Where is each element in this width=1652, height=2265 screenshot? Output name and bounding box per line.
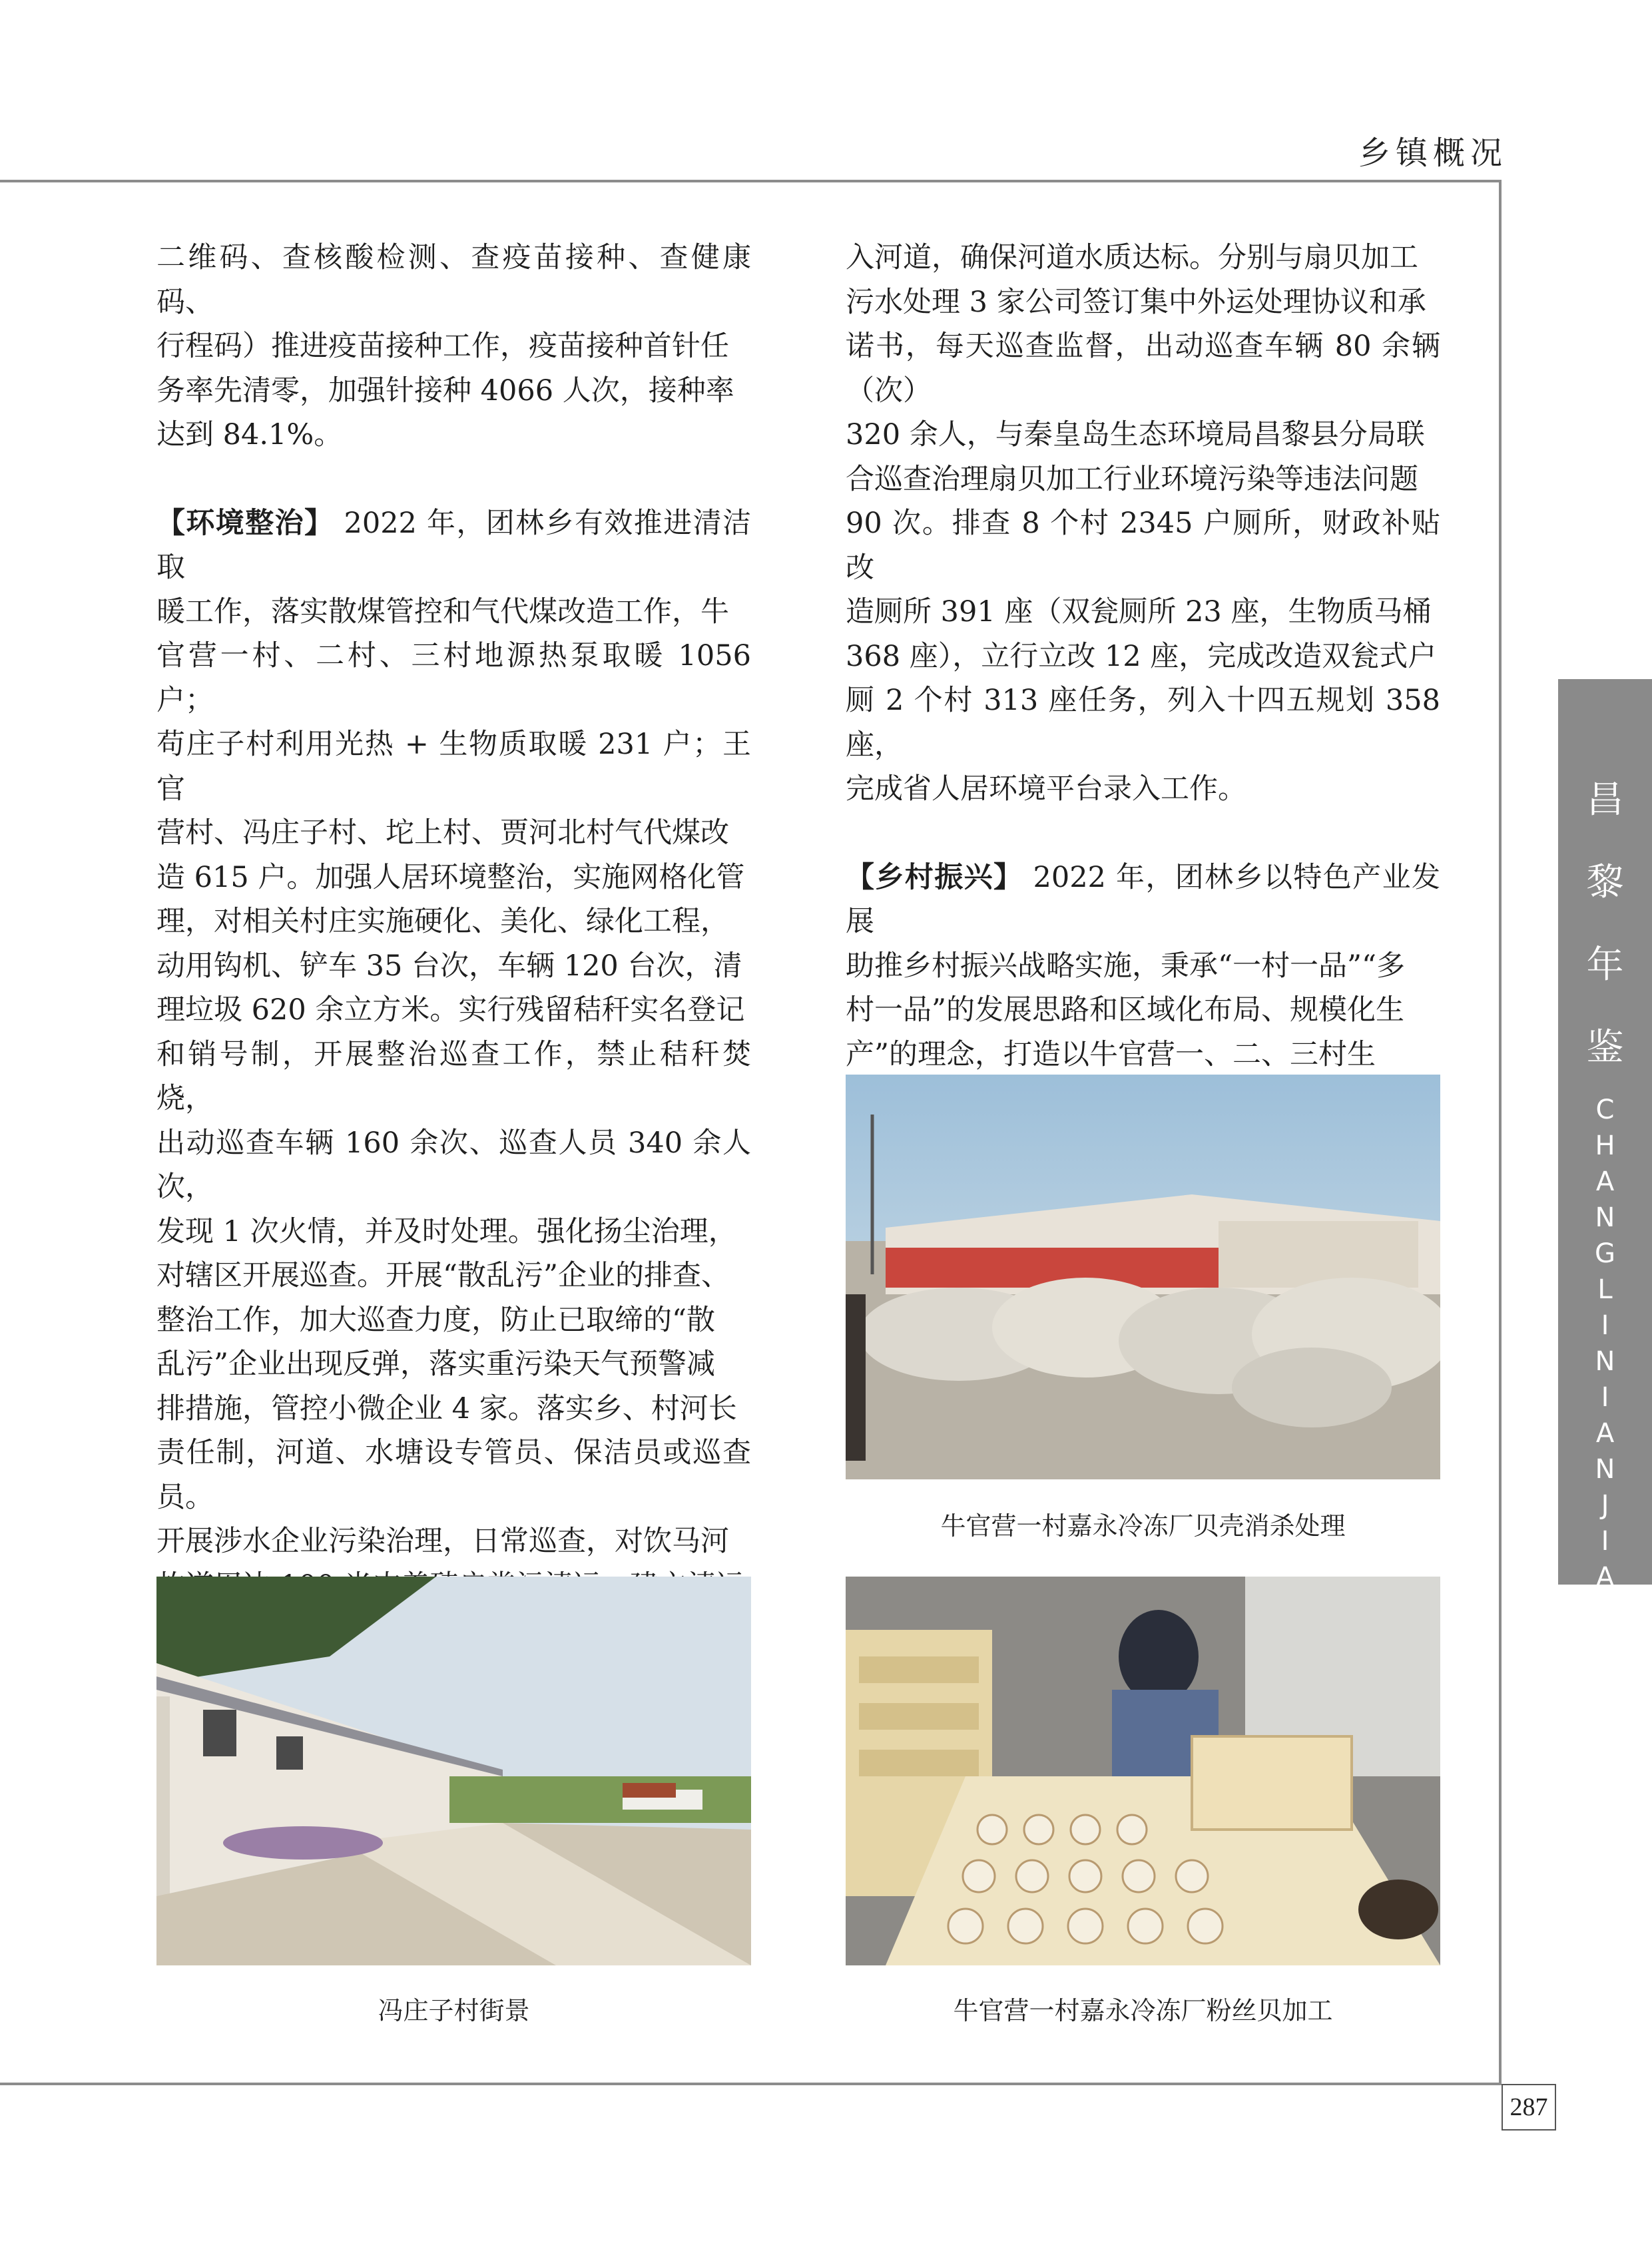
side-letter: N — [1595, 1454, 1615, 1485]
side-tab-pinyin-title — [1558, 1092, 1652, 1631]
side-letter: I — [1601, 1310, 1609, 1341]
side-char: 年 — [1586, 943, 1624, 987]
text-line: 二维码、查核酸检测、查疫苗接种、查健康码、 — [156, 241, 751, 319]
text-fragment: 2022 年，团林乡有效推进清洁取 — [156, 506, 751, 584]
text-line: 暖工作，落实散煤管控和气代煤改造工作，牛 — [156, 595, 729, 629]
top-rule — [0, 180, 1502, 182]
yearbook-side-tab — [1558, 679, 1652, 1629]
side-char: 黎 — [1586, 861, 1624, 904]
side-letter: H — [1595, 1131, 1615, 1161]
shell-processing-photo — [846, 1075, 1440, 1479]
side-letter: G — [1595, 1238, 1615, 1269]
rural-first-line — [846, 856, 1440, 944]
side-letter: A — [1595, 1166, 1615, 1197]
text-line: 发现 1 次火情，并及时处理。强化扬尘治理， — [156, 1214, 737, 1248]
text-line: 苟庄子村利用光热 + 生物质取暖 231 户；王官 — [156, 728, 751, 806]
text-line: 出动巡查车辆 160 余次、巡查人员 340 余人次， — [156, 1126, 751, 1204]
text-line: 村一品”的发展思路和区域化布局、规模化生 — [846, 993, 1404, 1027]
street-view-photo — [156, 1577, 751, 1965]
env-first-line — [156, 501, 751, 590]
text-line: 和销号制，开展整治巡查工作，禁止秸秆焚烧， — [156, 1037, 751, 1115]
section-title: 乡镇概况 — [1358, 134, 1508, 172]
right-text-column — [846, 236, 1440, 1210]
paragraph-gap — [846, 812, 1440, 856]
text-line: 完成省人居环境平台录入工作。 — [846, 772, 1246, 806]
page-number: 287 — [1502, 2084, 1556, 2131]
side-tab-chinese-title — [1558, 759, 1652, 1089]
side-char: 鉴 — [1586, 1026, 1624, 1069]
side-letter: I — [1601, 1526, 1609, 1557]
text-line: 理垃圾 620 余立方米。实行残留秸秆实名登记 — [156, 993, 745, 1027]
side-letter: A — [1595, 1418, 1615, 1449]
text-line: 排措施，管控小微企业 4 家。落实乡、村河长 — [156, 1391, 737, 1425]
side-letter: C — [1595, 1095, 1615, 1125]
text-line: 动用钩机、铲车 35 台次，车辆 120 台次，清 — [156, 949, 742, 983]
text-line: 对辖区开展巡查。开展“散乱污”企业的排查、 — [156, 1259, 730, 1292]
street-photo-caption: 冯庄子村街景 — [378, 1996, 530, 2025]
text-line: 产”的理念，打造以牛官营一、二、三村生 — [846, 1037, 1376, 1071]
side-letter: I — [1601, 1382, 1609, 1413]
right-rule — [1499, 180, 1502, 2085]
text-line: 官营一村、二村、三村地源热泵取暖 1056 户； — [156, 639, 751, 717]
paragraph-gap — [156, 457, 751, 501]
text-line: 务率先清零，加强针接种 4066 人次，接种率 — [156, 374, 734, 407]
text-line: 污水处理 3 家公司签订集中外运处理协议和承 — [846, 285, 1426, 319]
side-letter: N — [1595, 1598, 1615, 1629]
text-line: 达到 84.1%。 — [156, 418, 343, 451]
text-line: 320 余人，与秦皇岛生态环境局昌黎县分局联 — [846, 418, 1425, 451]
text-line: 助推乡村振兴战略实施，秉承“一村一品”“多 — [846, 949, 1405, 983]
scallop-processing-photo — [846, 1577, 1440, 1965]
text-fragment: 2022 年，团林乡以特色产业发展 — [846, 860, 1440, 938]
text-line: 营村、冯庄子村、坨上村、贾河北村气代煤改 — [156, 816, 729, 850]
text-line: 入河道，确保河道水质达标。分别与扇贝加工 — [846, 241, 1418, 274]
text-line: 责任制，河道、水塘设专管员、保洁员或巡查员。 — [156, 1436, 751, 1514]
text-line: 诺书，每天巡查监督，出动巡查车辆 80 余辆（次） — [846, 330, 1440, 407]
text-line: 理，对相关村庄实施硬化、美化、绿化工程， — [156, 905, 729, 938]
text-line: 开展涉水企业污染治理，日常巡查，对饮马河 — [156, 1525, 729, 1558]
side-letter: N — [1595, 1346, 1615, 1377]
text-line: 行程码）推进疫苗接种工作，疫苗接种首针任 — [156, 330, 729, 363]
bottom-rule — [0, 2083, 1502, 2085]
text-line: 造 615 户。加强人居环境整治，实施网格化管 — [156, 860, 745, 894]
scallop-photo-caption: 牛官营一村嘉永冷冻厂粉丝贝加工 — [953, 1996, 1333, 2025]
side-letter: L — [1597, 1274, 1613, 1305]
section-heading-env: 【环境整治】 — [156, 506, 334, 540]
side-letter: A — [1595, 1562, 1615, 1593]
text-line: 合巡查治理扇贝加工行业环境污染等违法问题 — [846, 462, 1418, 496]
text-line: 整治工作，加大巡查力度，防止已取缔的“散 — [156, 1303, 715, 1337]
text-line: 厕 2 个村 313 座任务，列入十四五规划 358 座， — [846, 684, 1440, 762]
shell-photo-caption: 牛官营一村嘉永冷冻厂贝壳消杀处理 — [940, 1511, 1346, 1541]
side-letter: N — [1595, 1202, 1615, 1233]
text-line: 368 座），立行立改 12 座，完成改造双瓮式户 — [846, 639, 1437, 673]
section-heading-rural: 【乡村振兴】 — [846, 860, 1023, 894]
side-letter: J — [1601, 1490, 1609, 1521]
side-char: 昌 — [1586, 778, 1624, 822]
text-line: 造厕所 391 座（双瓮厕所 23 座，生物质马桶 — [846, 595, 1432, 629]
text-line: 90 次。排查 8 个村 2345 户厕所，财政补贴改 — [846, 507, 1440, 585]
text-line: 乱污”企业出现反弹，落实重污染天气预警减 — [156, 1348, 715, 1381]
